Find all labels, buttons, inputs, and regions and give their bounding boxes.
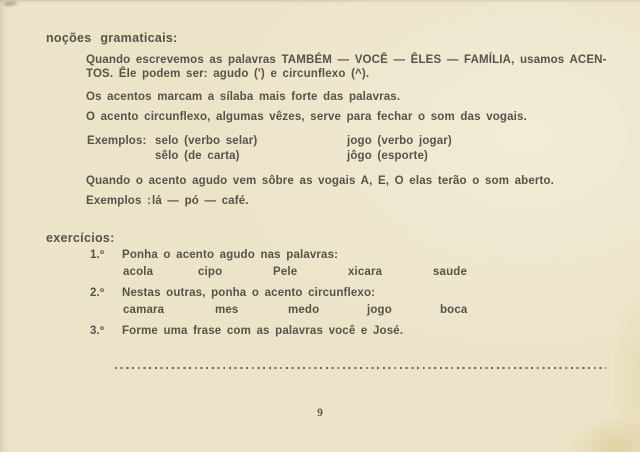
exercise-3-number: 3.º (90, 325, 105, 337)
exercise-2-word: camara (123, 304, 165, 316)
examples2-words: lá — pó — café. (152, 195, 249, 207)
exercise-2-word: jogo (367, 304, 392, 316)
example-selo-verb: selo (verbo selar) (155, 135, 258, 147)
exercise-2-word: mes (215, 304, 239, 316)
exercise-2-number: 2.º (90, 287, 105, 299)
exercise-3-instruction: Forme uma frase com as palavras você e José. (122, 325, 404, 337)
exercise-1-word: cipo (198, 266, 223, 278)
exercise-1-number: 1.º (90, 249, 105, 261)
page-number: 9 (317, 407, 323, 419)
grammar-intro-line-2: TOS. Êle podem ser: agudo (') e circunflexo (^). (86, 68, 370, 80)
exercise-1-instruction: Ponha o acento agudo nas palavras: (122, 249, 339, 261)
exercise-2-word: medo (288, 304, 320, 316)
grammar-section-heading: noções gramaticais: (46, 31, 178, 45)
example-jogo-verb: jogo (verbo jogar) (347, 135, 452, 147)
exercises-section-heading: exercícios: (46, 231, 115, 245)
grammar-paragraph-acute: Quando o acento agudo vem sôbre as vogais A, E, O elas terão o som aberto. (86, 175, 555, 187)
exercise-2-instruction: Nestas outras, ponha o acento circunflexo: (122, 287, 376, 299)
exercise-1-word: saude (433, 266, 467, 278)
answer-dotted-line (115, 367, 606, 369)
exercise-1-word: Pele (273, 266, 298, 278)
examples2-label: Exemplos : (86, 195, 152, 207)
exercise-2-word: boca (440, 304, 468, 316)
grammar-paragraph-circumflex: O acento circunflexo, algumas vêzes, serve para fechar o som das vogais. (86, 111, 527, 123)
examples-label: Exemplos: (87, 135, 147, 147)
grammar-intro-line-1: Quando escrevemos as palavras TAMBÉM — VOCÊ — ÊLES — FAMÍLIA, usamos ACEN- (86, 54, 607, 66)
exercise-1-word: acola (123, 266, 154, 278)
example-jogo-sport: jôgo (esporte) (347, 150, 428, 162)
example-selo-stamp: sêlo (de carta) (155, 150, 240, 162)
scan-smudge-mark (4, 0, 18, 7)
exercise-1-word: xicara (348, 266, 383, 278)
grammar-paragraph-accents-mark: Os acentos marcam a sílaba mais forte das palavras. (86, 91, 401, 103)
